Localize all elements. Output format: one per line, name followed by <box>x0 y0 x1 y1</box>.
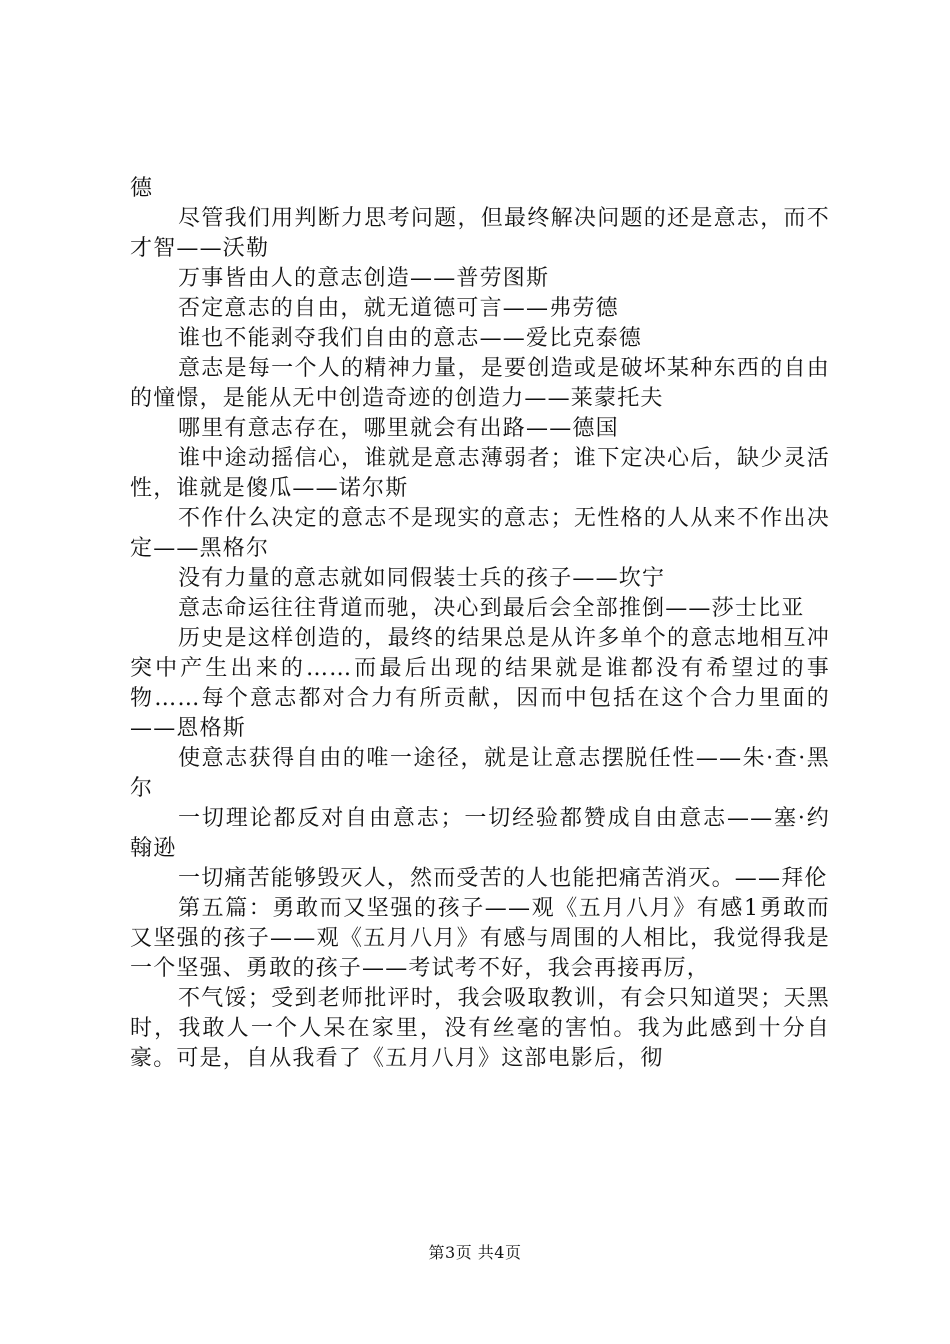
paragraph-16: 不气馁；受到老师批评时，我会吸取教训，有会只知道哭；天黑时，我敢人一个人呆在家里，没有丝毫的害怕。我为此感到十分自豪。可是，自从我看了《五月八月》这部电影后，彻 <box>130 986 830 1071</box>
page-number-label: 第3页 共4页 <box>428 1243 522 1262</box>
paragraph-6: 哪里有意志存在，哪里就会有出路——德国 <box>178 416 619 441</box>
paragraph-13: 一切理论都反对自由意志；一切经验都赞成自由意志——塞·约翰逊 <box>130 806 830 861</box>
paragraph-3: 否定意志的自由，就无道德可言——弗劳德 <box>178 296 619 321</box>
paragraph-2: 万事皆由人的意志创造——普劳图斯 <box>178 266 550 291</box>
paragraph-8: 不作什么决定的意志不是现实的意志；无性格的人从来不作出决定——黑格尔 <box>130 506 830 561</box>
paragraph-9: 没有力量的意志就如同假装士兵的孩子——坎宁 <box>178 566 666 591</box>
paragraph-11: 历史是这样创造的，最终的结果总是从许多单个的意志地相互冲突中产生出来的……而最后出现的结果就是谁都没有希望过的事物……每个意志都对合力有所贡献，因而中包括在这个合力里面的——恩格斯 <box>130 626 830 741</box>
paragraph-0: 德 <box>130 176 154 201</box>
paragraph-14: 一切痛苦能够毁灭人，然而受苦的人也能把痛苦消灭。——拜伦 <box>178 866 828 891</box>
paragraph-5: 意志是每一个人的精神力量，是要创造或是破坏某种东西的自由的憧憬，是能从无中创造奇迹的创造力——莱蒙托夫 <box>130 356 830 411</box>
paragraph-15: 第五篇：勇敢而又坚强的孩子——观《五月八月》有感1勇敢而又坚强的孩子——观《五月八月》有感与周围的人相比，我觉得我是一个坚强、勇敢的孩子——考试考不好，我会再接再厉， <box>130 896 830 981</box>
page-footer <box>0 1240 950 1263</box>
paragraph-1: 尽管我们用判断力思考问题，但最终解决问题的还是意志，而不才智——沃勒 <box>130 206 830 261</box>
paragraph-7: 谁中途动摇信心，谁就是意志薄弱者；谁下定决心后，缺少灵活性，谁就是傻瓜——诺尔斯 <box>130 446 830 501</box>
paragraph-12: 使意志获得自由的唯一途径，就是让意志摆脱任性——朱·查·黑尔 <box>130 746 830 801</box>
paragraph-4: 谁也不能剥夺我们自由的意志——爱比克泰德 <box>178 326 643 351</box>
paragraph-10: 意志命运往往背道而驰，决心到最后会全部推倒——莎士比亚 <box>178 596 805 621</box>
document-body <box>130 174 830 1074</box>
